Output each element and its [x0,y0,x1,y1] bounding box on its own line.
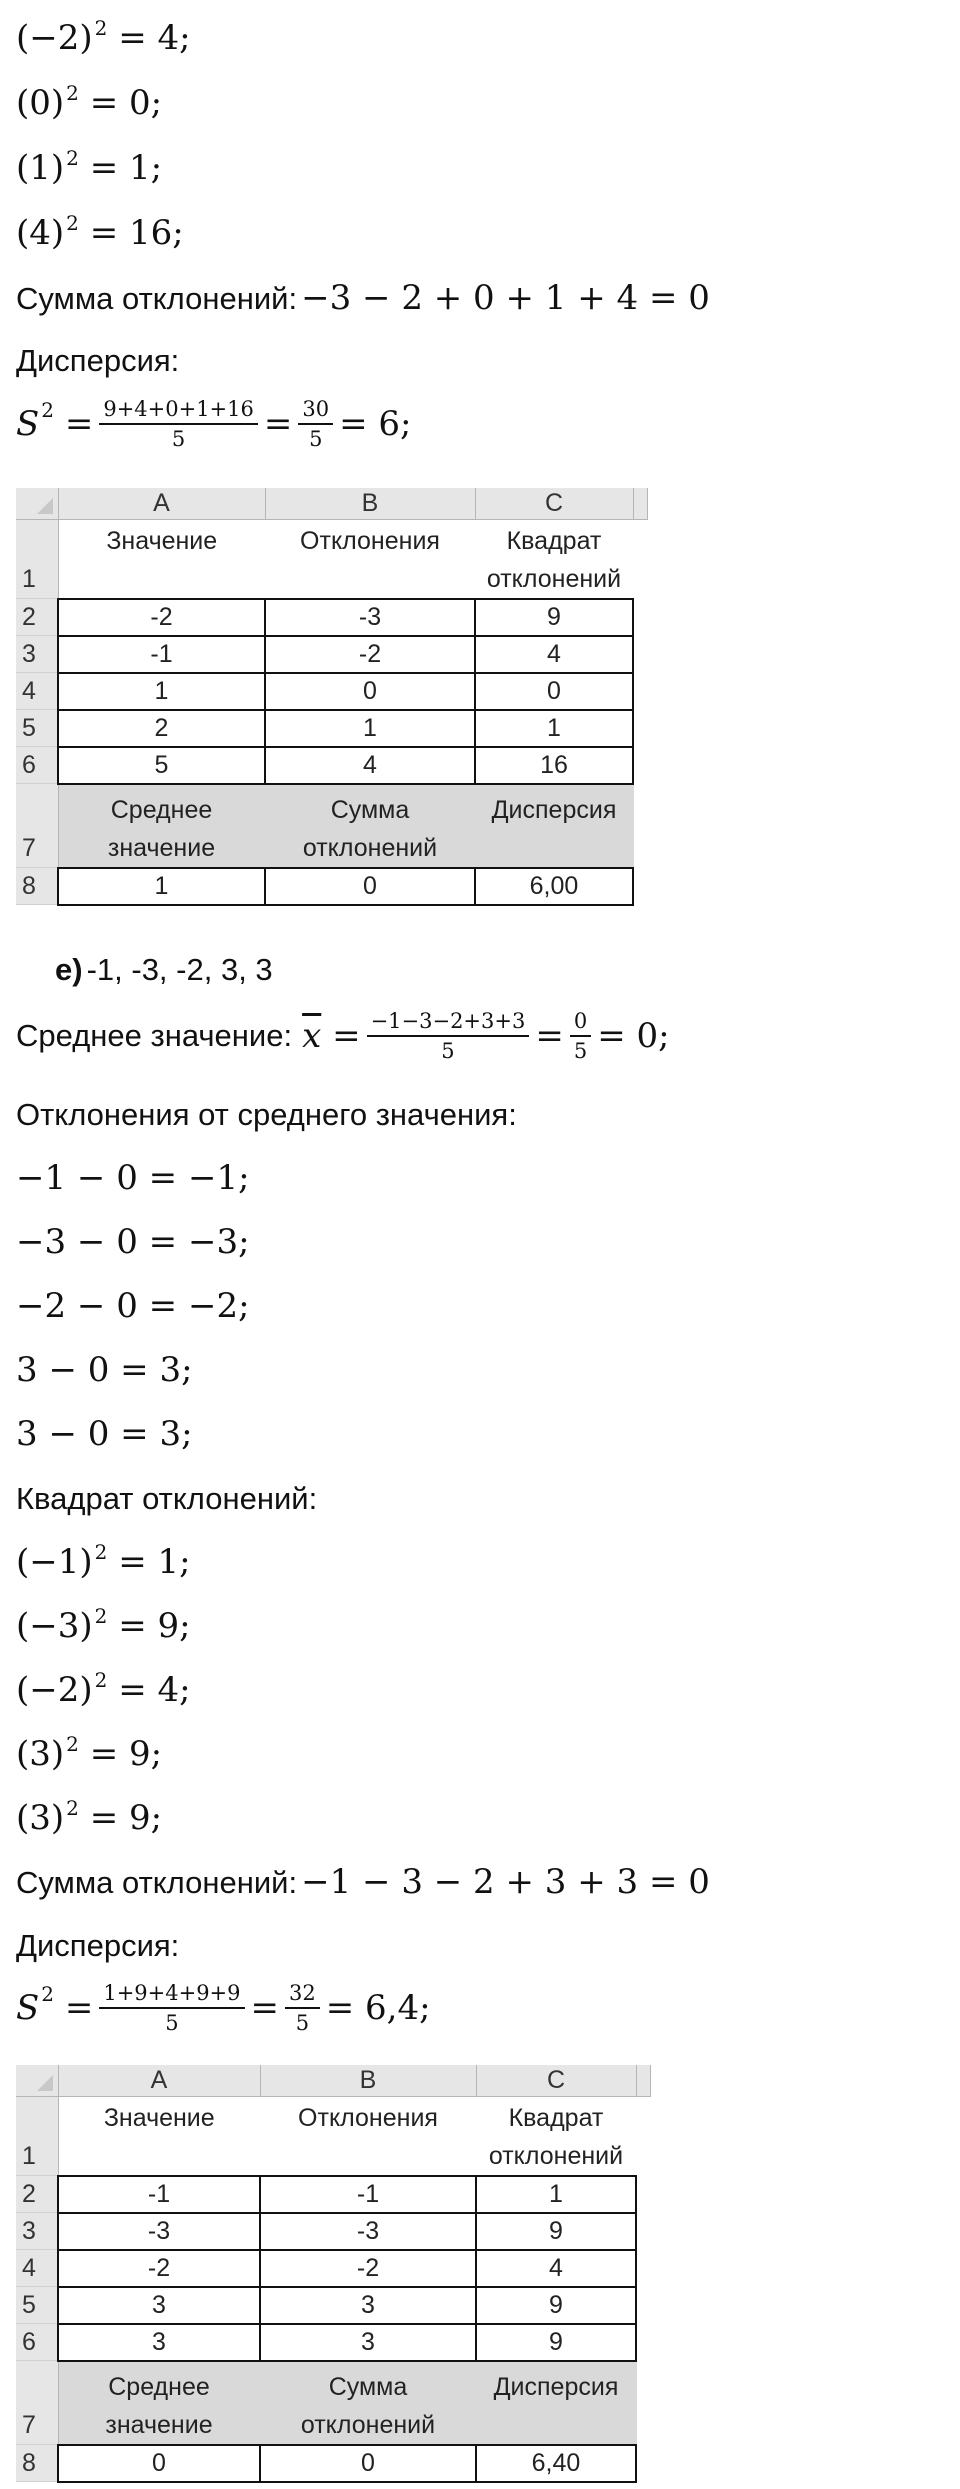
fraction-denominator: 5 [295,2011,310,2036]
fraction-numerator: 30 [298,398,333,425]
fraction-denominator: 5 [309,427,323,452]
summary-header-mean[interactable]: Среднее значение [58,784,265,868]
select-all-corner[interactable] [16,2065,58,2096]
column-header-c[interactable]: C [475,488,633,519]
fraction-denominator: 5 [441,1039,455,1064]
row-header-2[interactable]: 2 [16,2176,58,2213]
square-base: (−2) [16,18,93,58]
fraction-denominator: 5 [171,427,186,452]
column-header-next[interactable] [636,2065,650,2096]
equals-sign: = [535,1016,564,1057]
sum-expression: −1 − 3 − 2 + 3 + 3 = 0 [301,1862,710,1902]
table-cell[interactable]: 1 [475,710,633,747]
mean-symbol: $\overline{x}$ [302,1016,322,1057]
square-base: (−2) [16,1670,93,1710]
variance-symbol: S [16,404,40,445]
row-header-4[interactable]: 4 [16,673,58,710]
table-cell[interactable]: 3 [260,2287,476,2324]
table-cell[interactable]: 3 [260,2324,476,2361]
variance-label: Дисперсия: [16,1928,180,1963]
fraction-numerator: 32 [285,1982,320,2009]
summary-value-variance[interactable]: 6,40 [476,2445,636,2482]
variance-fraction-simplified [298,398,333,450]
row-header-5[interactable]: 5 [16,710,58,747]
deviation-line: 3 − 0 = 3; [16,1350,193,1390]
variance-exponent: 2 [41,398,55,423]
square-result: = 1; [118,1542,191,1582]
fraction-numerator: 9+4+0+1+16 [99,398,258,425]
table-cell[interactable]: -2 [265,636,475,673]
row-header-2[interactable]: 2 [16,599,58,636]
squares-label: Квадрат отклонений: [16,1481,318,1516]
header-cell-value[interactable]: Значение [58,2096,260,2176]
deviation-line: 3 − 0 = 3; [16,1414,193,1454]
table-cell[interactable]: 9 [475,599,633,636]
fraction-denominator: 5 [573,1039,588,1064]
table-cell[interactable]: 3 [58,2287,260,2324]
square-base: (0) [16,83,65,123]
equals-sign: = [250,1988,280,2029]
fraction-numerator: −1−3−2+3+3 [367,1010,530,1037]
table-cell[interactable]: -3 [58,2213,260,2250]
table-cell[interactable]: 5 [58,747,265,784]
equals-sign: = [263,404,293,445]
square-result: = 16; [89,213,184,253]
table-cell[interactable]: 4 [476,2250,636,2287]
square-line [16,1734,162,1774]
task-numbers: -1, -3, -2, 3, 3 [86,952,273,987]
mean-fraction [367,1010,530,1062]
sum-deviations-line [16,278,710,318]
square-exponent: 2 [66,211,79,235]
square-result: = 9; [89,1734,163,1774]
spreadsheet-1 [16,488,648,906]
summary-header-mean[interactable]: Среднее значение [58,2361,260,2445]
square-line [16,1606,191,1646]
square-exponent: 2 [94,1540,108,1564]
square-result: = 9; [118,1606,191,1646]
square-line [16,1798,162,1838]
deviation-line: −2 − 0 = −2; [16,1286,250,1326]
deviation-line: −1 − 0 = −1; [16,1158,250,1198]
table-cell[interactable]: 4 [475,636,633,673]
square-line-1 [16,18,191,58]
row-header-5[interactable]: 5 [16,2287,58,2324]
fraction-denominator: 5 [165,2011,179,2036]
square-line-2 [16,83,162,123]
header-cell-deviation[interactable]: Отклонения [265,519,475,599]
sum-label: Сумма отклонений: [16,1865,298,1900]
square-result: = 9; [89,1798,163,1838]
square-line [16,1542,191,1582]
square-result: = 1; [89,148,163,188]
table-cell[interactable]: 9 [476,2287,636,2324]
header-cell-squared[interactable]: Квадрат отклонений [475,519,633,599]
table-cell[interactable]: 1 [58,673,265,710]
column-header-next[interactable] [633,488,647,519]
table-cell[interactable]: 4 [265,747,475,784]
square-line [16,1670,191,1710]
task-e-line [55,952,273,988]
header-cell-squared[interactable]: Квадрат отклонений [476,2096,636,2176]
column-header-c[interactable]: C [476,2065,636,2096]
sum-expression: −3 − 2 + 0 + 1 + 4 = 0 [301,278,710,318]
table-cell[interactable]: 1 [476,2176,636,2213]
table-cell[interactable]: -2 [58,599,265,636]
square-result: = 0; [89,83,163,123]
table-cell[interactable]: -1 [260,2176,476,2213]
select-all-corner[interactable] [16,488,58,519]
row-header-4[interactable]: 4 [16,2250,58,2287]
table-cell[interactable]: 2 [58,710,265,747]
mean-label: Среднее значение: [16,1018,293,1054]
column-header-b[interactable]: B [265,488,475,519]
square-exponent: 2 [66,146,79,170]
variance-fraction [99,1982,244,2034]
row-header-1[interactable]: 1 [16,519,58,599]
square-exponent: 2 [94,1604,108,1628]
square-line-4 [16,213,184,253]
summary-header-variance[interactable]: Дисперсия [476,2361,636,2445]
mean-fraction-simplified [570,1010,591,1062]
variance-formula: S 2 = $\frac{1+9+4+9+9}{5}$ = $\frac{32}{5}$ = 6,4; [16,1981,431,2036]
square-base: (−3) [16,1606,93,1646]
row-header-7[interactable]: 7 [16,2361,58,2445]
row-header-1[interactable]: 1 [16,2096,58,2176]
variance-fraction [99,398,258,450]
spreadsheet-2 [16,2065,651,2483]
fraction-numerator: 0 [570,1010,591,1037]
square-base: (3) [16,1798,65,1838]
table-cell[interactable]: -2 [260,2250,476,2287]
sum-deviations-line [16,1862,710,1902]
variance-label: Дисперсия: [16,343,180,378]
square-base: (4) [16,213,65,253]
sum-label: Сумма отклонений: [16,281,298,316]
mean-formula: Среднее значение: $\overline{x}$ = $\frac{-1-3-2+3+3}{5}$ = $\frac{0}{5}$ = 0; [16,1009,670,1064]
square-result: = 4; [118,1670,191,1710]
square-base: (1) [16,148,65,188]
summary-value-variance[interactable]: 6,00 [475,868,633,905]
summary-value-mean[interactable]: 0 [58,2445,260,2482]
table-cell[interactable]: 3 [58,2324,260,2361]
table-cell[interactable]: 9 [476,2213,636,2250]
variance-result: = 6,4; [325,1988,431,2029]
table-cell[interactable]: 1 [265,710,475,747]
summary-header-sum[interactable]: Сумма отклонений [260,2361,476,2445]
deviation-line: −3 − 0 = −3; [16,1222,250,1262]
variance-fraction-simplified [285,1982,320,2034]
square-result: = 4; [118,18,191,58]
table-cell[interactable]: -2 [58,2250,260,2287]
row-header-6[interactable]: 6 [16,2324,58,2361]
variance-result: = 6; [339,404,412,445]
table-cell[interactable]: -1 [58,2176,260,2213]
row-header-3[interactable]: 3 [16,636,58,673]
summary-value-sum[interactable]: 0 [260,2445,476,2482]
row-header-8[interactable]: 8 [16,868,58,905]
fraction-numerator: 1+9+4+9+9 [99,1982,244,2009]
table-cell[interactable]: 0 [475,673,633,710]
variance-symbol: S [16,1988,40,2029]
square-exponent: 2 [66,1732,79,1756]
deviations-label: Отклонения от среднего значения: [16,1097,517,1132]
column-header-b[interactable]: B [260,2065,476,2096]
square-base: (−1) [16,1542,93,1582]
table-cell[interactable]: 9 [476,2324,636,2361]
square-exponent: 2 [66,81,79,105]
column-header-a[interactable]: A [58,2065,260,2096]
summary-value-mean[interactable]: 1 [58,868,265,905]
square-exponent: 2 [94,1668,108,1692]
row-header-3[interactable]: 3 [16,2213,58,2250]
mean-result: = 0; [597,1016,670,1057]
square-exponent: 2 [94,16,108,40]
table-cell[interactable]: 0 [265,673,475,710]
row-header-7[interactable]: 7 [16,784,58,868]
header-cell-deviation[interactable]: Отклонения [260,2096,476,2176]
summary-header-variance[interactable]: Дисперсия [475,784,633,868]
row-header-8[interactable]: 8 [16,2445,58,2482]
table-cell[interactable]: 16 [475,747,633,784]
header-cell-value[interactable]: Значение [58,519,265,599]
square-base: (3) [16,1734,65,1774]
table-cell[interactable]: -3 [260,2213,476,2250]
table-cell[interactable]: -1 [58,636,265,673]
square-line-3 [16,148,162,188]
variance-exponent: 2 [41,1982,55,2007]
summary-value-sum[interactable]: 0 [265,868,475,905]
square-exponent: 2 [66,1796,79,1820]
table-cell[interactable]: -3 [265,599,475,636]
task-label: е) [55,952,83,987]
summary-header-sum[interactable]: Сумма отклонений [265,784,475,868]
row-header-6[interactable]: 6 [16,747,58,784]
column-header-a[interactable]: A [58,488,265,519]
variance-formula: S 2 = $\frac{9+4+0+1+16}{5}$ = $\frac{30}{5}$ = 6; [16,397,412,452]
